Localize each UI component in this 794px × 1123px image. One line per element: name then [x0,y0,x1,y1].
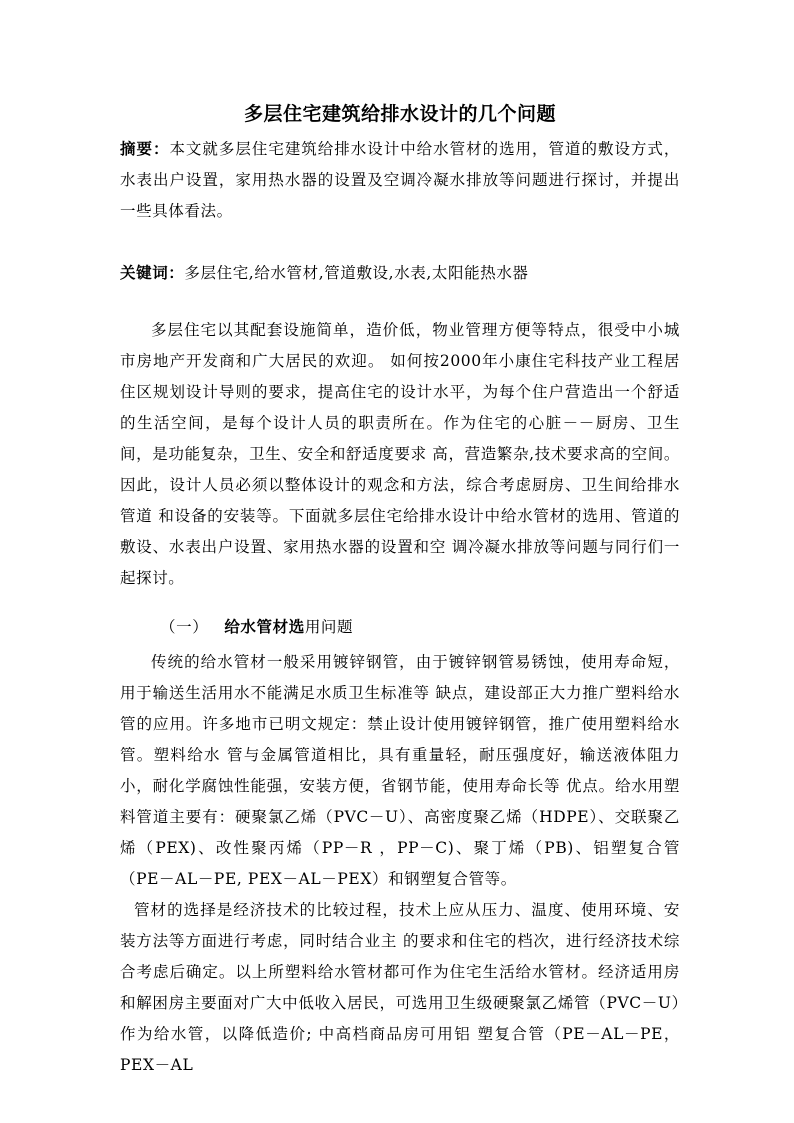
section-paragraph-1: 传统的给水管材一般采用镀锌钢管，由于镀锌钢管易锈蚀，使用寿命短，用于输送生活用水不能满足水质卫生标准等 缺点，建设部正大力推广塑料给水管的应用。许多地市已明文规定：禁止设计使用镀锌钢管，推广使用塑料给水管。塑料给水 管与金属管道相比，具有重量轻，耐压强度好，输送液体阻力小，耐化学腐蚀性能强，安装方便，省钢节能，使用寿命长等 优点。给水用塑料管道主要有：硬聚氯乙烯（PVC－U）、高密度聚乙烯（HDPE）、交联聚乙烯（PEX)、改性聚丙烯（PP－R ，PP－C)、聚丁烯（PB)、铝塑复合管（PE－AL－PE, PEX－AL－PEX）和钢塑复合管等。 [120,653,680,888]
section-paragraph-2: 管材的选择是经济技术的比较过程，技术上应从压力、温度、使用环境、安装方法等方面进行考虑，同时结合业主 的要求和住宅的档次，进行经济技术综合考虑后确定。以上所塑料给水管材都可作为住宅生活给水管材。经济适用房和解困房主要面对广大中低收入居民，可选用卫生级硬聚氯乙烯管（PVC－U）作为给水管，以降低造价; 中高档商品房可用铝 塑复合管（PE－AL－PE，PEX－AL [120,901,680,1074]
abstract-paragraph [120,134,680,227]
section-heading [120,612,680,643]
section-number: （一） [160,618,209,636]
keywords-label: 关键词： [120,264,185,282]
document-title: 多层住宅建筑给排水设计的几个问题 [243,103,556,125]
keywords-paragraph [120,258,680,289]
intro-paragraph: 多层住宅以其配套设施简单，造价低，物业管理方便等特点，很受中小城市房地产开发商和广大居民的欢迎。 如何按2000年小康住宅科技产业工程居住区规划设计导则的要求，提高住宅的设计水平，为每个住户营造出一个舒适 的生活空间，是每个设计人员的职责所在。作为住宅的心脏－－厨房、卫生间，是功能复杂，卫生、安全和舒适度要求 高，营造繁杂,技术要求高的空间。因此，设计人员必须以整体设计的观念和方法，综合考虑厨房、卫生间给排水管道 和设备的安装等。下面就多层住宅给排水设计中给水管材的选用、管道的敷设、水表出户设置、家用热水器的设置和空 调冷凝水排放等问题与同行们一起探讨。 [120,321,680,587]
document-page [120,100,680,1081]
section-title-bold: 给水管材选 [224,618,305,636]
section-title-rest: 用问题 [304,618,354,636]
abstract-label: 摘要： [120,140,170,158]
keywords-text: 多层住宅,给水管材,管道敷设,水表,太阳能热水器 [184,264,529,282]
abstract-text: 本文就多层住宅建筑给排水设计中给水管材的选用，管道的敷设方式，水表出户设置，家用热水器的设置及空调冷凝水排放等问题进行探讨，并提出一些具体看法。 [120,140,680,220]
